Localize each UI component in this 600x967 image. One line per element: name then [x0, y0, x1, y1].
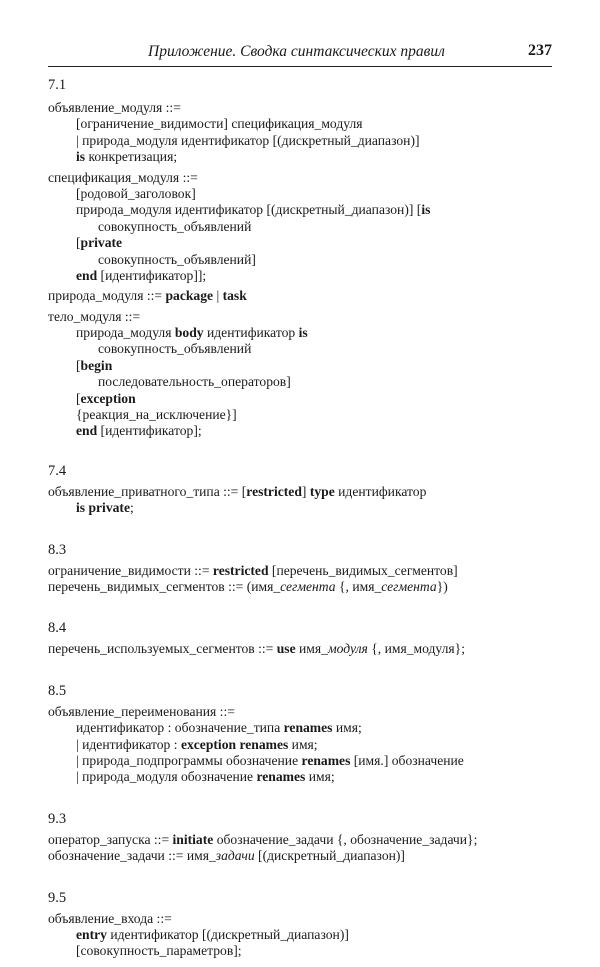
syntax-line	[48, 423, 568, 439]
keyword: use	[276, 641, 296, 657]
syntax-text: [имя.] обозначение	[350, 752, 464, 768]
syntax-line	[48, 563, 568, 579]
syntax-line	[48, 186, 568, 202]
keyword: task	[222, 288, 247, 304]
syntax-text: [идентификатор];	[97, 423, 202, 439]
syntax-line	[48, 202, 568, 218]
syntax-line	[48, 116, 568, 132]
syntax-text: имя;	[305, 769, 335, 785]
keyword: body	[174, 325, 204, 341]
keyword: renames	[301, 752, 351, 768]
syntax-text: объявление_модуля ::=	[48, 100, 181, 115]
syntax-line	[48, 720, 568, 736]
keyword: restricted	[246, 483, 302, 499]
italic-term: задачи	[215, 848, 255, 864]
syntax-line	[48, 374, 568, 390]
keyword: is	[421, 202, 431, 218]
header-rule	[48, 66, 552, 67]
keyword: is private	[76, 500, 130, 516]
keyword: initiate	[172, 831, 214, 847]
syntax-text: имя;	[332, 720, 362, 736]
syntax-text: природа_модуля	[76, 325, 175, 341]
italic-term: модуля	[327, 641, 368, 657]
rule-section	[48, 808, 568, 865]
page-header	[48, 42, 552, 64]
syntax-text: объявление_приватного_типа ::= [	[48, 483, 247, 499]
section-number: 7.1	[48, 77, 67, 93]
rule-section	[48, 460, 568, 517]
syntax-text: обозначение_задачи {, обозначение_задачи};	[213, 831, 478, 847]
italic-term: сегмента	[381, 578, 437, 594]
keyword: type	[309, 483, 335, 499]
syntax-text: природа_модуля ::=	[48, 288, 166, 304]
syntax-text: ограничение_видимости ::=	[48, 562, 213, 578]
syntax-line	[48, 927, 568, 943]
syntax-text: идентификатор : обозначение_типа	[76, 720, 284, 736]
syntax-text: [	[76, 357, 81, 373]
running-title: Приложение. Сводка синтаксических правил	[148, 43, 445, 60]
keyword: exception renames	[180, 736, 289, 752]
syntax-line	[48, 704, 568, 720]
syntax-text: ]	[301, 483, 310, 499]
keyword: begin	[80, 357, 113, 373]
syntax-text: природа_модуля идентификатор [(дискретный_диапазон)] [	[76, 202, 422, 218]
syntax-text: })	[436, 578, 448, 594]
keyword: is	[298, 325, 308, 341]
syntax-text: имя;	[288, 736, 318, 752]
keyword: private	[80, 235, 123, 251]
syntax-text: |	[213, 288, 223, 304]
syntax-text: спецификация_модуля ::=	[48, 169, 198, 185]
section-number: 8.4	[48, 620, 67, 637]
syntax-line	[48, 341, 568, 357]
syntax-text: обозначение_задачи ::= имя_	[48, 848, 216, 864]
syntax-text: имя_	[295, 641, 328, 657]
syntax-text: | идентификатор :	[76, 736, 181, 752]
syntax-line	[48, 288, 568, 304]
keyword: exception	[80, 390, 136, 406]
syntax-line	[48, 769, 568, 785]
syntax-line	[48, 832, 568, 848]
syntax-text: {, имя_модуля};	[367, 641, 465, 657]
syntax-text: [совокупность_параметров];	[76, 943, 242, 959]
syntax-line	[48, 235, 568, 251]
syntax-text: [идентификатор]];	[97, 267, 207, 283]
syntax-line	[48, 252, 568, 268]
keyword: restricted	[212, 562, 269, 578]
keyword: package	[165, 288, 214, 304]
syntax-rules-content	[48, 74, 568, 960]
section-number: 9.5	[48, 889, 67, 906]
rule-section	[48, 74, 568, 440]
page-number: 237	[528, 42, 552, 59]
syntax-text: объявление_переименования ::=	[48, 703, 235, 719]
syntax-text: последовательность_операторов]	[98, 374, 291, 390]
syntax-line	[48, 848, 568, 864]
syntax-text: {реакция_на_исключение}]	[76, 407, 237, 423]
syntax-line	[48, 579, 568, 595]
syntax-text: ;	[130, 500, 134, 516]
syntax-line	[48, 943, 568, 959]
syntax-text: | природа_модуля обозначение	[76, 769, 257, 785]
syntax-text: идентификатор [(дискретный_диапазон)]	[106, 926, 349, 942]
syntax-text: оператор_запуска ::=	[48, 831, 173, 847]
syntax-text: {, имя_	[335, 578, 382, 594]
italic-term: сегмента	[280, 578, 336, 594]
syntax-line	[48, 484, 568, 500]
syntax-text: перечень_видимых_сегментов ::= (имя_	[48, 578, 281, 594]
syntax-text: идентификатор	[334, 483, 427, 499]
syntax-text: совокупность_объявлений	[98, 218, 252, 234]
section-number: 9.3	[48, 810, 67, 827]
syntax-line	[48, 100, 568, 116]
syntax-text: [	[76, 390, 81, 406]
syntax-line	[48, 268, 568, 284]
syntax-text: | природа_модуля идентификатор [(дискретный_диапазон)]	[76, 132, 420, 148]
syntax-line	[48, 407, 568, 423]
keyword: end	[76, 423, 98, 439]
keyword: end	[76, 267, 98, 283]
syntax-text: [(дискретный_диапазон)]	[254, 848, 405, 864]
section-number: 7.4	[48, 462, 67, 479]
syntax-line	[48, 309, 568, 325]
syntax-line	[48, 149, 568, 165]
rule-section	[48, 887, 568, 960]
syntax-line	[48, 737, 568, 753]
syntax-text: объявление_входа ::=	[48, 910, 172, 926]
keyword: renames	[256, 769, 306, 785]
syntax-line	[48, 133, 568, 149]
syntax-text: перечень_используемых_сегментов ::=	[48, 641, 277, 657]
section-number: 8.5	[48, 682, 67, 699]
keyword: is	[76, 149, 86, 165]
syntax-text: [	[76, 235, 81, 251]
syntax-text: совокупность_объявлений	[98, 341, 252, 357]
rule-section	[48, 617, 568, 657]
syntax-line	[48, 753, 568, 769]
syntax-line	[48, 170, 568, 186]
syntax-line	[48, 500, 568, 516]
syntax-line	[48, 641, 568, 657]
syntax-text: | природа_подпрограммы обозначение	[76, 752, 302, 768]
syntax-text: [ограничение_видимости] спецификация_модуля	[76, 116, 363, 132]
rule-section	[48, 539, 568, 596]
syntax-text: совокупность_объявлений]	[98, 251, 256, 267]
syntax-line	[48, 358, 568, 374]
rule-section	[48, 680, 568, 786]
syntax-text: конкретизация;	[85, 149, 178, 165]
syntax-text: [перечень_видимых_сегментов]	[268, 562, 458, 578]
keyword: entry	[76, 926, 107, 942]
syntax-line	[48, 911, 568, 927]
keyword: renames	[283, 720, 333, 736]
syntax-text: тело_модуля ::=	[48, 308, 141, 324]
syntax-text: идентификатор	[203, 325, 299, 341]
syntax-line	[48, 325, 568, 341]
syntax-line	[48, 219, 568, 235]
syntax-text: [родовой_заголовок]	[76, 185, 196, 201]
section-number: 8.3	[48, 541, 67, 558]
syntax-line	[48, 391, 568, 407]
